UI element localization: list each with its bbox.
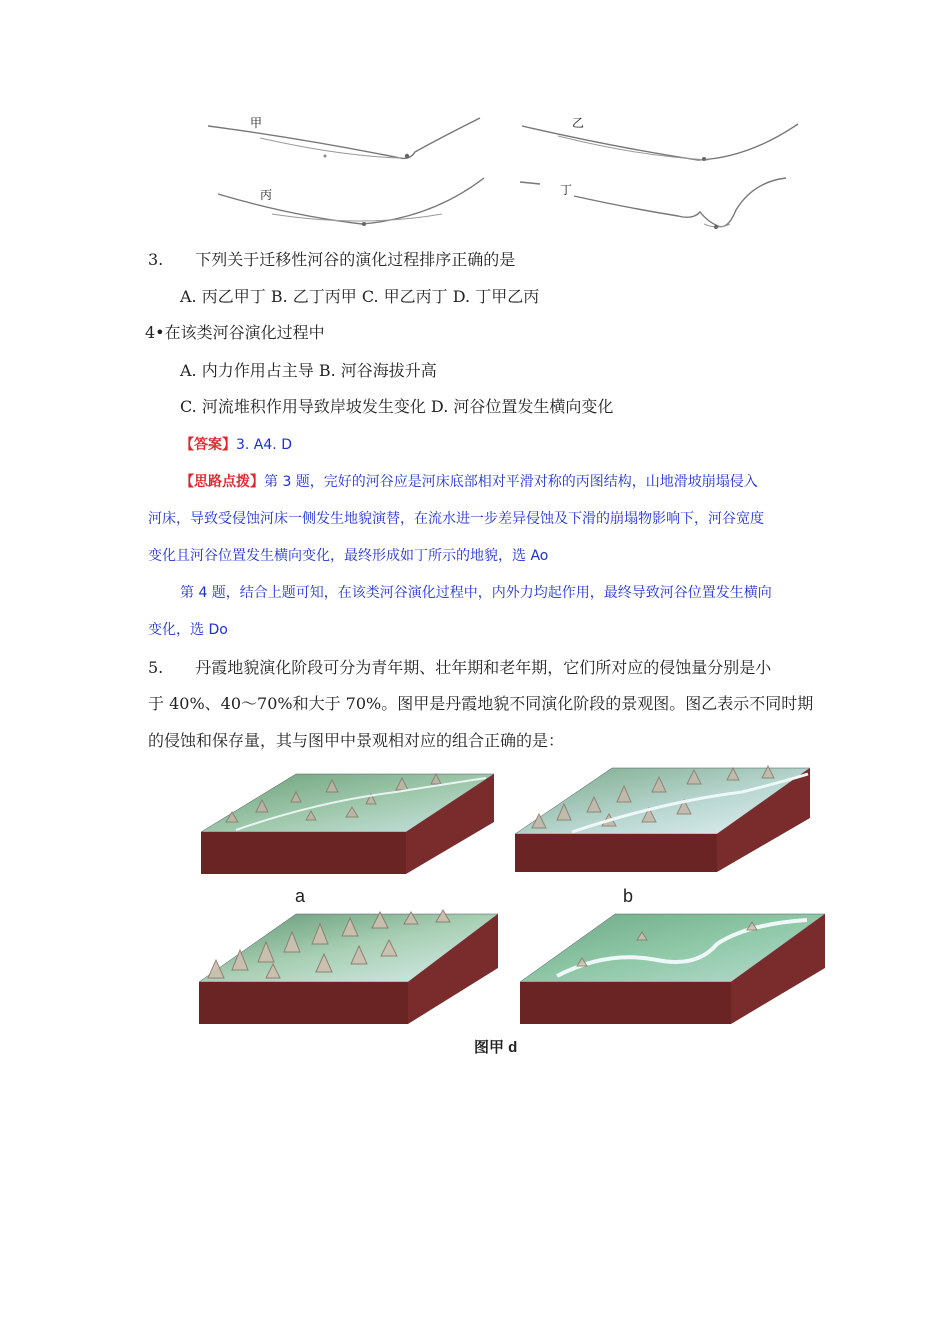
landform-block-d xyxy=(517,910,827,1028)
question-4-options-line1: A. 内力作用占主导 B. 河谷海拔升高 xyxy=(180,361,437,380)
analysis-line-5: 变化，选 Do xyxy=(148,622,228,638)
figure-caption: 图甲 d xyxy=(474,1039,518,1056)
question-4-options-line2: C. 河流堆积作用导致岸坡发生变化 D. 河谷位置发生横向变化 xyxy=(180,397,614,416)
analysis-text-1: 第 3 题，完好的河谷应是河床底部相对平滑对称的丙图结构，山地滑坡崩塌侵入 xyxy=(264,474,758,490)
analysis-line-4: 第 4 题，结合上题可知，在该类河谷演化过程中，内外力均起作用，最终导致河谷位置发生横向 xyxy=(180,585,772,601)
answer-line xyxy=(180,435,292,455)
question-5-line-3: 的侵蚀和保存量，其与图甲中景观相对应的组合正确的是： xyxy=(148,731,565,750)
profile-label-yi: 乙 xyxy=(572,116,585,130)
profile-bing xyxy=(212,172,487,232)
analysis-line-2: 河床，导致受侵蚀河床一侧发生地貌演替，在流水进一步差异侵蚀及下滑的崩塌物影响下，河谷宽度 xyxy=(148,511,764,527)
figure-label-b: b xyxy=(623,886,634,906)
profile-label-ding: 丁 xyxy=(560,183,573,197)
profile-label-jia: 甲 xyxy=(250,116,263,130)
question-3-stem: 3. 下列关于迁移性河谷的演化过程排序正确的是 xyxy=(148,250,516,269)
question-4-stem: 4•在该类河谷演化过程中 xyxy=(145,323,325,342)
analysis-line-3: 变化且河谷位置发生横向变化，最终形成如丁所示的地貌，选 Ao xyxy=(148,548,549,564)
answer-value: 3. A4. D xyxy=(236,437,292,453)
landform-block-b xyxy=(512,762,812,877)
profile-yi xyxy=(518,118,803,168)
profile-label-bing: 丙 xyxy=(260,188,273,202)
question-3-options: A. 丙乙甲丁 B. 乙丁丙甲 C. 甲乙丙丁 D. 丁甲乙丙 xyxy=(180,287,540,306)
landform-block-c xyxy=(196,908,501,1028)
answer-tag: 【答案】 xyxy=(180,437,236,453)
analysis-tag: 【思路点拨】 xyxy=(180,474,264,490)
landform-block-a xyxy=(196,762,496,882)
question-5-line-1: 5. 丹霞地貌演化阶段可分为青年期、壮年期和老年期，它们所对应的侵蚀量分别是小 xyxy=(148,658,772,677)
analysis-line-1 xyxy=(180,472,758,492)
figure-label-a: a xyxy=(295,886,306,906)
profile-jia xyxy=(200,108,485,168)
question-5-line-2: 于 40%、40〜70%和大于 70%。图甲是丹霞地貌不同演化阶段的景观图。图乙表示不同时期 xyxy=(148,694,814,713)
